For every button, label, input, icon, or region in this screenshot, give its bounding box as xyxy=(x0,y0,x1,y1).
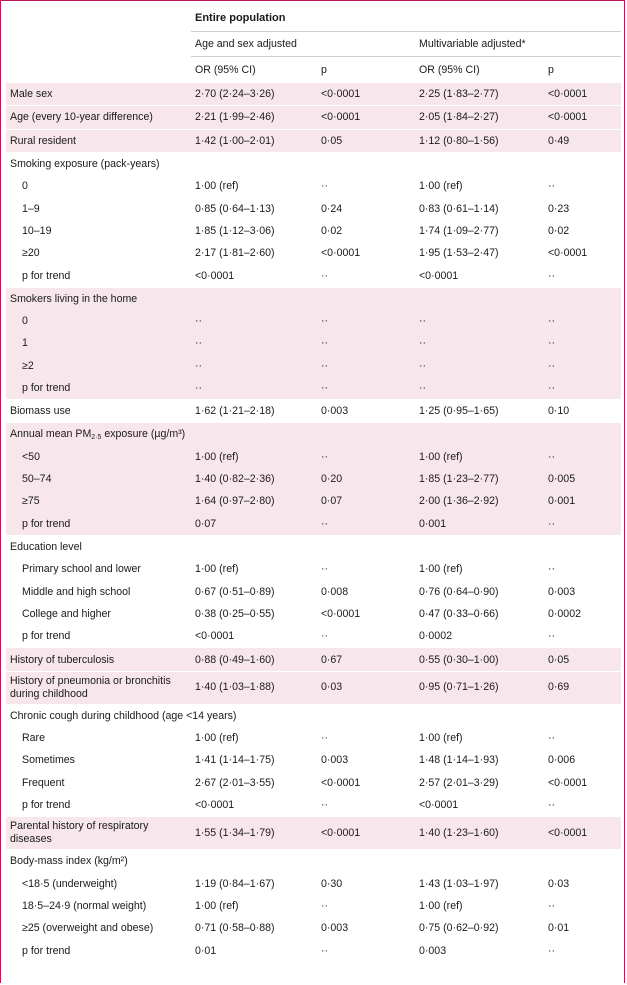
cell-p-1: ·· xyxy=(317,377,415,400)
table-row xyxy=(6,129,621,152)
cell-p-1: ·· xyxy=(321,899,329,912)
table-row xyxy=(6,242,621,264)
cell-or-2: 0·0002 xyxy=(419,630,452,643)
cell-p-1: 0·24 xyxy=(321,202,343,215)
cell-p-2: 0·23 xyxy=(548,202,570,215)
cell-or-1: 1·55 (1·34–1·79) xyxy=(191,817,317,850)
cell-or-1: 2·21 (1·99–2·46) xyxy=(191,106,317,129)
row-label: p for trend xyxy=(6,513,191,536)
header-row-title xyxy=(6,4,621,32)
row-label: Parental history of respiratory diseases xyxy=(6,817,191,850)
row-label: 18·5–24·9 (normal weight) xyxy=(22,899,147,912)
row-label: Rare xyxy=(22,732,45,745)
row-label: 0 xyxy=(22,180,28,193)
cell-or-2: 1·00 (ref) xyxy=(415,446,544,468)
cell-or-1: 0·88 (0·49–1·60) xyxy=(191,648,317,671)
cell-p-1: 0·67 xyxy=(317,648,415,671)
cell-or-2: 0·47 (0·33–0·66) xyxy=(419,607,499,620)
cell-or-1: ·· xyxy=(191,310,317,332)
cell-p-1: 0·003 xyxy=(317,400,415,423)
cell-or-2: 1·12 (0·80–1·56) xyxy=(415,129,544,152)
header-p-2: p xyxy=(544,57,621,83)
cell-or-1: ·· xyxy=(191,355,317,377)
header-row-groups xyxy=(6,32,621,57)
row-label: History of tuberculosis xyxy=(6,648,191,671)
cell-p-1: ·· xyxy=(321,799,329,812)
cell-or-1: 0·38 (0·25–0·55) xyxy=(195,607,275,620)
cell-p-1: 0·003 xyxy=(321,922,349,935)
cell-p-1: ·· xyxy=(317,332,415,354)
cell-or-2: 0·76 (0·64–0·90) xyxy=(419,585,499,598)
cell-p-2: ·· xyxy=(548,269,556,282)
row-label: p for trend xyxy=(22,269,71,282)
row-label: <18·5 (underweight) xyxy=(22,877,118,890)
row-label: 0 xyxy=(6,310,191,332)
cell-p-2: 0·10 xyxy=(544,400,621,423)
header-blank xyxy=(6,57,191,83)
header-or-1: OR (95% CI) xyxy=(191,57,317,83)
group-row xyxy=(6,850,621,873)
row-label: Frequent xyxy=(22,776,65,789)
cell-p-2: 0·03 xyxy=(548,877,570,890)
cell-or-2: 1·43 (1·03–1·97) xyxy=(419,877,499,890)
cell-p-2: <0·0001 xyxy=(544,83,621,106)
cell-p-1: ·· xyxy=(321,630,329,643)
cell-or-2: 1·00 (ref) xyxy=(419,899,463,912)
table-row xyxy=(6,83,621,106)
row-label: 1–9 xyxy=(22,202,40,215)
cell-p-2: ·· xyxy=(544,332,621,354)
cell-or-2: 1·00 (ref) xyxy=(419,732,463,745)
cell-p-2: ·· xyxy=(548,180,556,193)
cell-or-2: ·· xyxy=(415,377,544,400)
table-row xyxy=(6,310,621,332)
row-label: p for trend xyxy=(6,377,191,400)
cell-or-2: 1·85 (1·23–2·77) xyxy=(415,468,544,490)
header-group-age-sex: Age and sex adjusted xyxy=(191,32,415,57)
row-label: p for trend xyxy=(22,630,71,643)
table-row xyxy=(6,220,621,242)
row-label: Male sex xyxy=(6,83,191,106)
cell-or-1: 0·01 xyxy=(195,944,217,957)
row-label: Biomass use xyxy=(6,400,191,423)
cell-or-2: 0·001 xyxy=(415,513,544,536)
cell-p-1: 0·02 xyxy=(321,224,343,237)
table-row xyxy=(6,648,621,671)
table-row xyxy=(6,446,621,468)
row-label: Age (every 10-year difference) xyxy=(6,106,191,129)
cell-or-2: 2·25 (1·83–2·77) xyxy=(415,83,544,106)
cell-p-1: ·· xyxy=(317,310,415,332)
cell-p-1: ·· xyxy=(321,180,329,193)
cell-or-2: <0·0001 xyxy=(419,269,459,282)
cell-or-1: <0·0001 xyxy=(195,799,235,812)
row-label: Rural resident xyxy=(6,129,191,152)
cell-or-1: 2·70 (2·24–3·26) xyxy=(191,83,317,106)
cell-or-1: 1·40 (1·03–1·88) xyxy=(191,671,317,704)
cell-or-1: 0·07 xyxy=(191,513,317,536)
table-row xyxy=(6,355,621,377)
cell-or-2: 1·95 (1·53–2·47) xyxy=(419,247,499,260)
group-row xyxy=(6,704,621,727)
row-label: 10–19 xyxy=(22,224,52,237)
cell-or-1: 2·67 (2·01–3·55) xyxy=(195,776,275,789)
results-table xyxy=(6,4,621,962)
group-label: Education level xyxy=(6,535,621,558)
cell-p-2: ·· xyxy=(544,355,621,377)
cell-or-2: 1·40 (1·23–1·60) xyxy=(415,817,544,850)
cell-p-1: ·· xyxy=(321,563,329,576)
row-label: p for trend xyxy=(22,944,71,957)
cell-p-2: <0·0001 xyxy=(544,817,621,850)
table-row xyxy=(6,917,621,939)
cell-p-1: <0·0001 xyxy=(321,607,361,620)
cell-or-1: ·· xyxy=(191,332,317,354)
cell-or-1: 1·41 (1·14–1·75) xyxy=(195,754,275,767)
cell-or-1: 1·62 (1·21–2·18) xyxy=(191,400,317,423)
group-row xyxy=(6,535,621,558)
header-p-1: p xyxy=(317,57,415,83)
cell-or-1: 0·67 (0·51–0·89) xyxy=(195,585,275,598)
header-title: Entire population xyxy=(195,11,286,24)
header-group-multivariable: Multivariable adjusted* xyxy=(415,32,621,57)
group-label xyxy=(6,423,621,446)
cell-p-2: ·· xyxy=(544,446,621,468)
row-label: ≥2 xyxy=(6,355,191,377)
cell-or-2: 0·003 xyxy=(419,944,447,957)
group-label: Body-mass index (kg/m²) xyxy=(6,850,621,873)
cell-or-1: 1·00 (ref) xyxy=(195,180,239,193)
cell-or-1: 1·00 (ref) xyxy=(195,563,239,576)
cell-or-1: 1·40 (0·82–2·36) xyxy=(191,468,317,490)
cell-p-2: 0·005 xyxy=(544,468,621,490)
cell-p-2: ·· xyxy=(548,630,556,643)
cell-p-2: 0·02 xyxy=(548,224,570,237)
cell-p-2: ·· xyxy=(548,899,556,912)
cell-or-1: ·· xyxy=(191,377,317,400)
cell-or-2: 2·00 (1·36–2·92) xyxy=(415,490,544,512)
cell-or-2: 1·00 (ref) xyxy=(419,563,463,576)
row-label: p for trend xyxy=(22,799,71,812)
group-label: Smoking exposure (pack-years) xyxy=(6,152,621,175)
cell-or-2: ·· xyxy=(415,355,544,377)
cell-p-2: 0·01 xyxy=(548,922,570,935)
header-blank xyxy=(6,4,191,32)
cell-p-1: 0·05 xyxy=(317,129,415,152)
header-row-columns xyxy=(6,57,621,83)
row-label: ≥25 (overweight and obese) xyxy=(22,922,154,935)
cell-or-2: 0·55 (0·30–1·00) xyxy=(415,648,544,671)
cell-p-2: 0·001 xyxy=(544,490,621,512)
cell-p-2: ·· xyxy=(544,310,621,332)
cell-p-2: 0·05 xyxy=(544,648,621,671)
table-row xyxy=(6,264,621,287)
table-row xyxy=(6,671,621,704)
cell-p-2: 0·006 xyxy=(548,754,576,767)
cell-p-1: <0·0001 xyxy=(321,247,361,260)
group-label: Smokers living in the home xyxy=(6,287,621,310)
table-row xyxy=(6,772,621,794)
cell-p-1: <0·0001 xyxy=(317,106,415,129)
cell-p-2: <0·0001 xyxy=(544,106,621,129)
table-row xyxy=(6,400,621,423)
cell-or-2: 1·25 (0·95–1·65) xyxy=(415,400,544,423)
table-row xyxy=(6,332,621,354)
cell-or-1: 2·17 (1·81–2·60) xyxy=(195,247,275,260)
cell-p-1: ·· xyxy=(321,732,329,745)
row-label: 50–74 xyxy=(6,468,191,490)
table-row xyxy=(6,749,621,771)
cell-p-1: ·· xyxy=(317,355,415,377)
cell-or-1: 1·00 (ref) xyxy=(195,899,239,912)
pm-label-pre: Annual mean PM xyxy=(10,428,92,441)
table-row xyxy=(6,377,621,400)
cell-p-1: ·· xyxy=(317,513,415,536)
table-row xyxy=(6,197,621,219)
cell-p-2: 0·0002 xyxy=(548,607,581,620)
cell-or-2: 1·48 (1·14–1·93) xyxy=(419,754,499,767)
cell-p-1: 0·30 xyxy=(321,877,343,890)
group-row xyxy=(6,423,621,446)
cell-p-2: ·· xyxy=(548,944,556,957)
cell-p-2: ·· xyxy=(548,563,556,576)
cell-or-2: 2·57 (2·01–3·29) xyxy=(419,776,499,789)
cell-p-2: 0·49 xyxy=(544,129,621,152)
cell-or-2: 2·05 (1·84–2·27) xyxy=(415,106,544,129)
row-label: History of pneumonia or bronchitis during childhood xyxy=(6,671,191,704)
header-or-2: OR (95% CI) xyxy=(415,57,544,83)
cell-or-1: 1·85 (1·12–3·06) xyxy=(195,224,275,237)
cell-p-2: 0·003 xyxy=(548,585,576,598)
cell-or-1: 0·71 (0·58–0·88) xyxy=(195,922,275,935)
group-row xyxy=(6,287,621,310)
cell-p-2: <0·0001 xyxy=(548,776,588,789)
table-row xyxy=(6,873,621,895)
cell-or-2: 1·74 (1·09–2·77) xyxy=(419,224,499,237)
cell-or-2: ·· xyxy=(415,310,544,332)
table-row xyxy=(6,895,621,917)
row-label: Middle and high school xyxy=(22,585,131,598)
table-row xyxy=(6,513,621,536)
cell-p-1: <0·0001 xyxy=(317,83,415,106)
table-row xyxy=(6,581,621,603)
cell-or-1: 1·42 (1·00–2·01) xyxy=(191,129,317,152)
cell-p-1: ·· xyxy=(321,944,329,957)
cell-or-2: <0·0001 xyxy=(419,799,459,812)
table-row xyxy=(6,468,621,490)
cell-or-1: 1·64 (0·97–2·80) xyxy=(191,490,317,512)
cell-or-1: 1·00 (ref) xyxy=(195,732,239,745)
table-row xyxy=(6,727,621,749)
table-row xyxy=(6,558,621,580)
row-label: College and higher xyxy=(22,607,111,620)
cell-p-2: ·· xyxy=(548,799,556,812)
table-row xyxy=(6,625,621,648)
cell-or-2: 0·83 (0·61–1·14) xyxy=(419,202,499,215)
table-row xyxy=(6,939,621,961)
cell-p-2: 0·69 xyxy=(544,671,621,704)
row-label: <50 xyxy=(6,446,191,468)
cell-or-1: 0·85 (0·64–1·13) xyxy=(195,202,275,215)
pm-label-post: exposure (µg/m³) xyxy=(101,428,186,441)
group-row xyxy=(6,152,621,175)
table-row xyxy=(6,175,621,197)
cell-p-1: ·· xyxy=(317,446,415,468)
cell-or-1: <0·0001 xyxy=(195,630,235,643)
cell-p-2: ·· xyxy=(544,377,621,400)
row-label: ≥20 xyxy=(22,247,40,260)
cell-or-1: <0·0001 xyxy=(195,269,235,282)
table-row xyxy=(6,490,621,512)
table-row xyxy=(6,794,621,817)
cell-p-1: 0·07 xyxy=(317,490,415,512)
pm-label-sub: 2·5 xyxy=(91,434,102,442)
cell-or-1: 1·00 (ref) xyxy=(191,446,317,468)
cell-p-1: 0·003 xyxy=(321,754,349,767)
table-row xyxy=(6,603,621,625)
cell-p-2: <0·0001 xyxy=(548,247,588,260)
cell-p-1: ·· xyxy=(321,269,329,282)
cell-or-2: 0·95 (0·71–1·26) xyxy=(415,671,544,704)
cell-p-1: 0·03 xyxy=(317,671,415,704)
table-row xyxy=(6,817,621,850)
header-blank xyxy=(6,32,191,57)
table-row xyxy=(6,106,621,129)
row-label: Primary school and lower xyxy=(22,563,141,576)
group-label: Chronic cough during childhood (age <14 years) xyxy=(6,704,621,727)
cell-or-2: 0·75 (0·62–0·92) xyxy=(419,922,499,935)
cell-or-1: 1·19 (0·84–1·67) xyxy=(195,877,275,890)
row-label: 1 xyxy=(6,332,191,354)
cell-p-2: ·· xyxy=(544,513,621,536)
row-label: Sometimes xyxy=(22,754,75,767)
cell-p-2: ·· xyxy=(548,732,556,745)
row-label: ≥75 xyxy=(6,490,191,512)
cell-p-1: <0·0001 xyxy=(317,817,415,850)
cell-or-2: 1·00 (ref) xyxy=(419,180,463,193)
cell-p-1: <0·0001 xyxy=(321,776,361,789)
cell-p-1: 0·20 xyxy=(317,468,415,490)
cell-or-2: ·· xyxy=(415,332,544,354)
cell-p-1: 0·008 xyxy=(321,585,349,598)
